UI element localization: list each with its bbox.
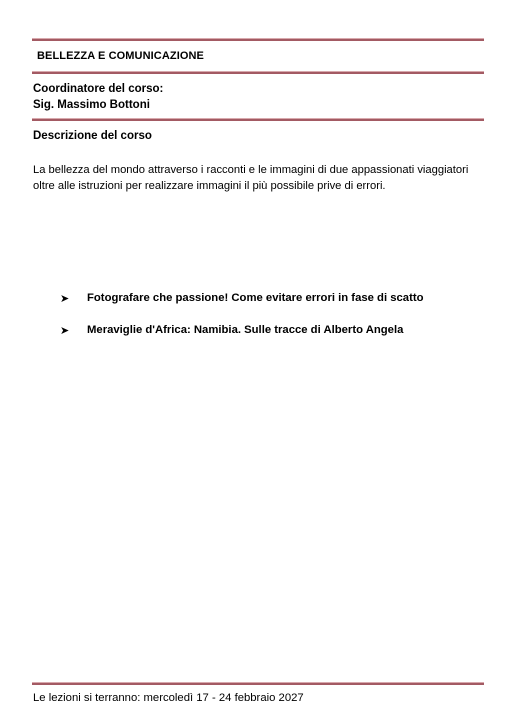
arrowhead-bullet-icon: ➤ bbox=[60, 324, 70, 337]
course-title: BELLEZZA E COMUNICAZIONE bbox=[37, 50, 204, 62]
topic-label: Fotografare che passione! Come evitare errori in fase di scatto bbox=[87, 292, 424, 304]
coordinator-divider bbox=[32, 118, 484, 121]
title-divider bbox=[32, 71, 484, 74]
topic-label: Meraviglie d'Africa: Namibia. Sulle tracce di Alberto Angela bbox=[87, 324, 404, 336]
description-body: La bellezza del mondo attraverso i racconti e le immagini di due appassionati viaggiatori oltre alle istruzioni per realizzare immagini il più possibile prive di errori. bbox=[33, 164, 469, 192]
list-item bbox=[60, 290, 424, 306]
footer-divider bbox=[32, 682, 484, 685]
top-divider bbox=[32, 38, 484, 41]
coordinator-name: Sig. Massimo Bottoni bbox=[33, 99, 150, 111]
list-item bbox=[60, 322, 424, 338]
schedule-text: Le lezioni si terranno: mercoledì 17 - 24 febbraio 2027 bbox=[33, 692, 304, 704]
arrowhead-bullet-icon: ➤ bbox=[60, 292, 70, 305]
description-label: Descrizione del corso bbox=[33, 130, 152, 142]
coordinator-label: Coordinatore del corso: bbox=[33, 83, 164, 95]
topic-list bbox=[60, 290, 424, 354]
